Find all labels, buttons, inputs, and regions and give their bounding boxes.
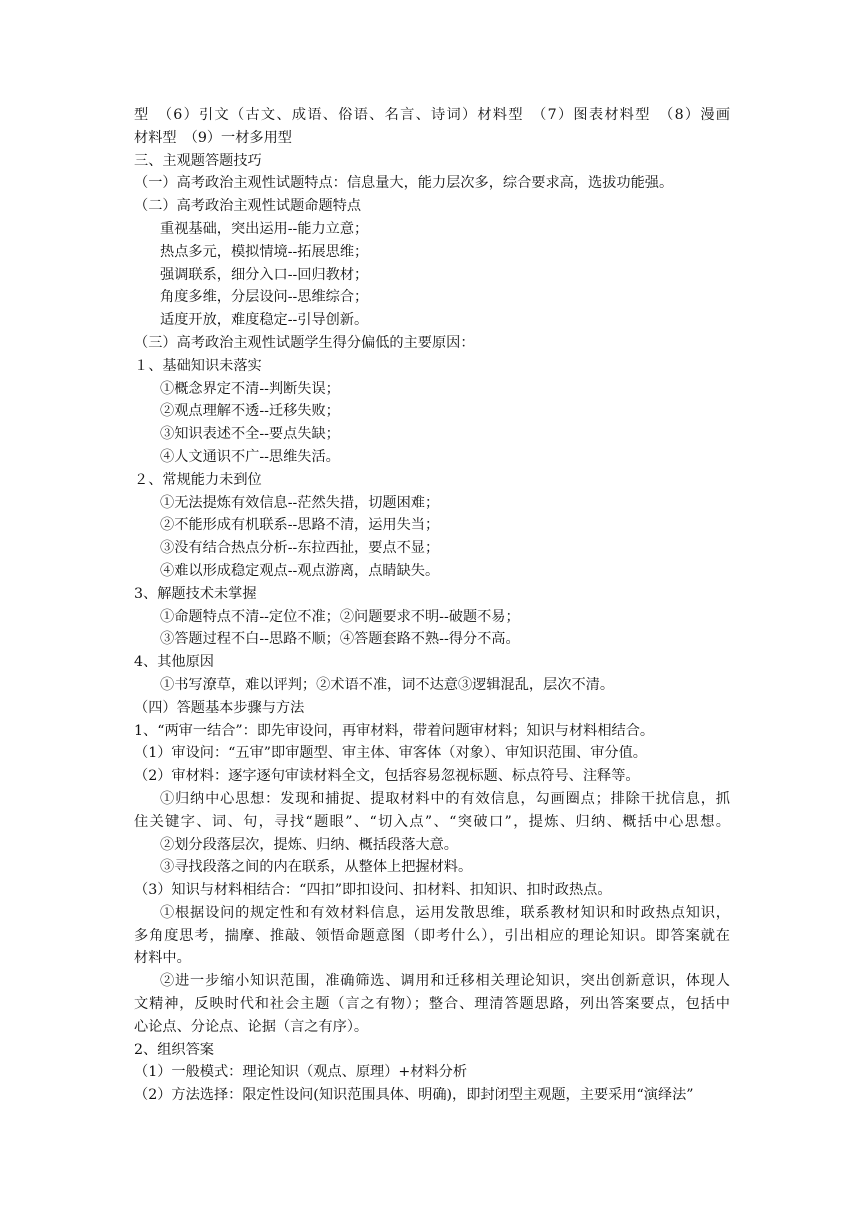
text-line: 角度多维，分层设问--思维综合； bbox=[160, 289, 369, 306]
text-line: 4、其他原因 bbox=[134, 654, 214, 671]
text-line: 住关键字、词、句，寻找“题眼”、“切入点”、“突破口”，提炼、归纳、概括中心思想。 bbox=[134, 813, 730, 830]
text-line: 2、组织答案 bbox=[134, 1041, 214, 1058]
text-line: ④难以形成稳定观点--观点游离，点睛缺失。 bbox=[160, 562, 440, 579]
text-line: 型 （6）引文（古文、成语、俗语、名言、诗词）材料型 （7）图表材料型 （8）漫画 bbox=[134, 107, 730, 123]
document-body bbox=[134, 104, 730, 1107]
text-line: ２、常规能力未到位 bbox=[134, 471, 262, 488]
text-line: ①根据设问的规定性和有效材料信息，运用发散思维，联系教材知识和时政热点知识， bbox=[160, 904, 730, 921]
text-line: 热点多元，模拟情境--拓展思维； bbox=[160, 243, 369, 260]
text-line: （一）高考政治主观性试题特点：信息量大，能力层次多，综合要求高，选拔功能强。 bbox=[134, 175, 674, 192]
text-line: ②不能形成有机联系--思路不清，运用失当； bbox=[160, 517, 440, 534]
text-line: （1）一般模式：理论知识（观点、原理）+材料分析 bbox=[134, 1064, 468, 1081]
text-line: （1）审设问：“五审”即审题型、审主体、审客体（对象）、审知识范围、审分值。 bbox=[134, 745, 647, 762]
subsection-heading: （四）答题基本步骤与方法 bbox=[134, 699, 305, 716]
text-line: ①归纳中心思想：发现和捕捉、提取材料中的有效信息，勾画圈点；排除干扰信息，抓 bbox=[160, 790, 730, 807]
text-line: （2）审材料：逐字逐句审读材料全文，包括容易忽视标题、标点符号、注释等。 bbox=[134, 768, 640, 785]
text-line: 多角度思考，揣摩、推敲、领悟命题意图（即考什么），引出相应的理论知识。即答案就在 bbox=[134, 927, 730, 944]
text-line: 1、“两审一结合”：即先审设问，再审材料，带着问题审材料；知识与材料相结合。 bbox=[134, 722, 655, 739]
text-line: ①无法提炼有效信息--茫然失措，切题困难； bbox=[160, 494, 440, 511]
text-line: ②划分段落层次，提炼、归纳、概括段落大意。 bbox=[160, 836, 458, 853]
text-line: 强调联系，细分入口--回归教材； bbox=[160, 266, 369, 283]
subsection-heading: （三）高考政治主观性试题学生得分偏低的主要原因： bbox=[134, 334, 475, 351]
subsection-heading: （二）高考政治主观性试题命题特点 bbox=[134, 198, 362, 215]
text-line: ①命题特点不清--定位不准；②问题要求不明--破题不易； bbox=[160, 608, 520, 625]
text-line: （3）知识与材料相结合：“四扣”即扣设问、扣材料、扣知识、扣时政热点。 bbox=[134, 882, 612, 899]
text-line: ②进一步缩小知识范围，准确筛选、调用和迁移相关理论知识，突出创新意识，体现人 bbox=[160, 973, 730, 990]
text-line: 3、解题技术未掌握 bbox=[134, 585, 257, 602]
text-line: 材料中。 bbox=[134, 950, 191, 967]
text-line: 心论点、分论点、论据（言之有序）。 bbox=[134, 1018, 369, 1035]
section-heading: 三、主观题答题技巧 bbox=[134, 152, 262, 169]
text-line: ③寻找段落之间的内在联系，从整体上把握材料。 bbox=[160, 859, 473, 876]
text-line: ③答题过程不白--思路不顺；④答题套路不熟--得分不高。 bbox=[160, 631, 520, 648]
text-line: 材料型 （9）一材多用型 bbox=[134, 129, 292, 146]
text-line: ④人文通识不广--思维失活。 bbox=[160, 448, 340, 465]
text-line: ②观点理解不透--迁移失败； bbox=[160, 403, 340, 420]
text-line: ③知识表述不全--要点失缺； bbox=[160, 426, 340, 443]
text-line: ①书写潦草，难以评判；②术语不准，词不达意③逻辑混乱，层次不清。 bbox=[160, 676, 615, 693]
text-line: 重视基础，突出运用--能力立意； bbox=[160, 220, 369, 237]
text-line: １、基础知识未落实 bbox=[134, 357, 262, 374]
text-line: 文精神，反映时代和社会主题（言之有物）；整合、理清答题思路，列出答案要点，包括中 bbox=[134, 996, 730, 1013]
text-line: 适度开放，难度稳定--引导创新。 bbox=[160, 312, 369, 329]
text-line: ③没有结合热点分析--东拉西扯，要点不显； bbox=[160, 540, 440, 557]
text-line: （2）方法选择：限定性设问(知识范围具体、明确)，即封闭型主观题，主要采用“演绎法” bbox=[134, 1087, 694, 1104]
text-line: ①概念界定不清--判断失误； bbox=[160, 380, 340, 397]
